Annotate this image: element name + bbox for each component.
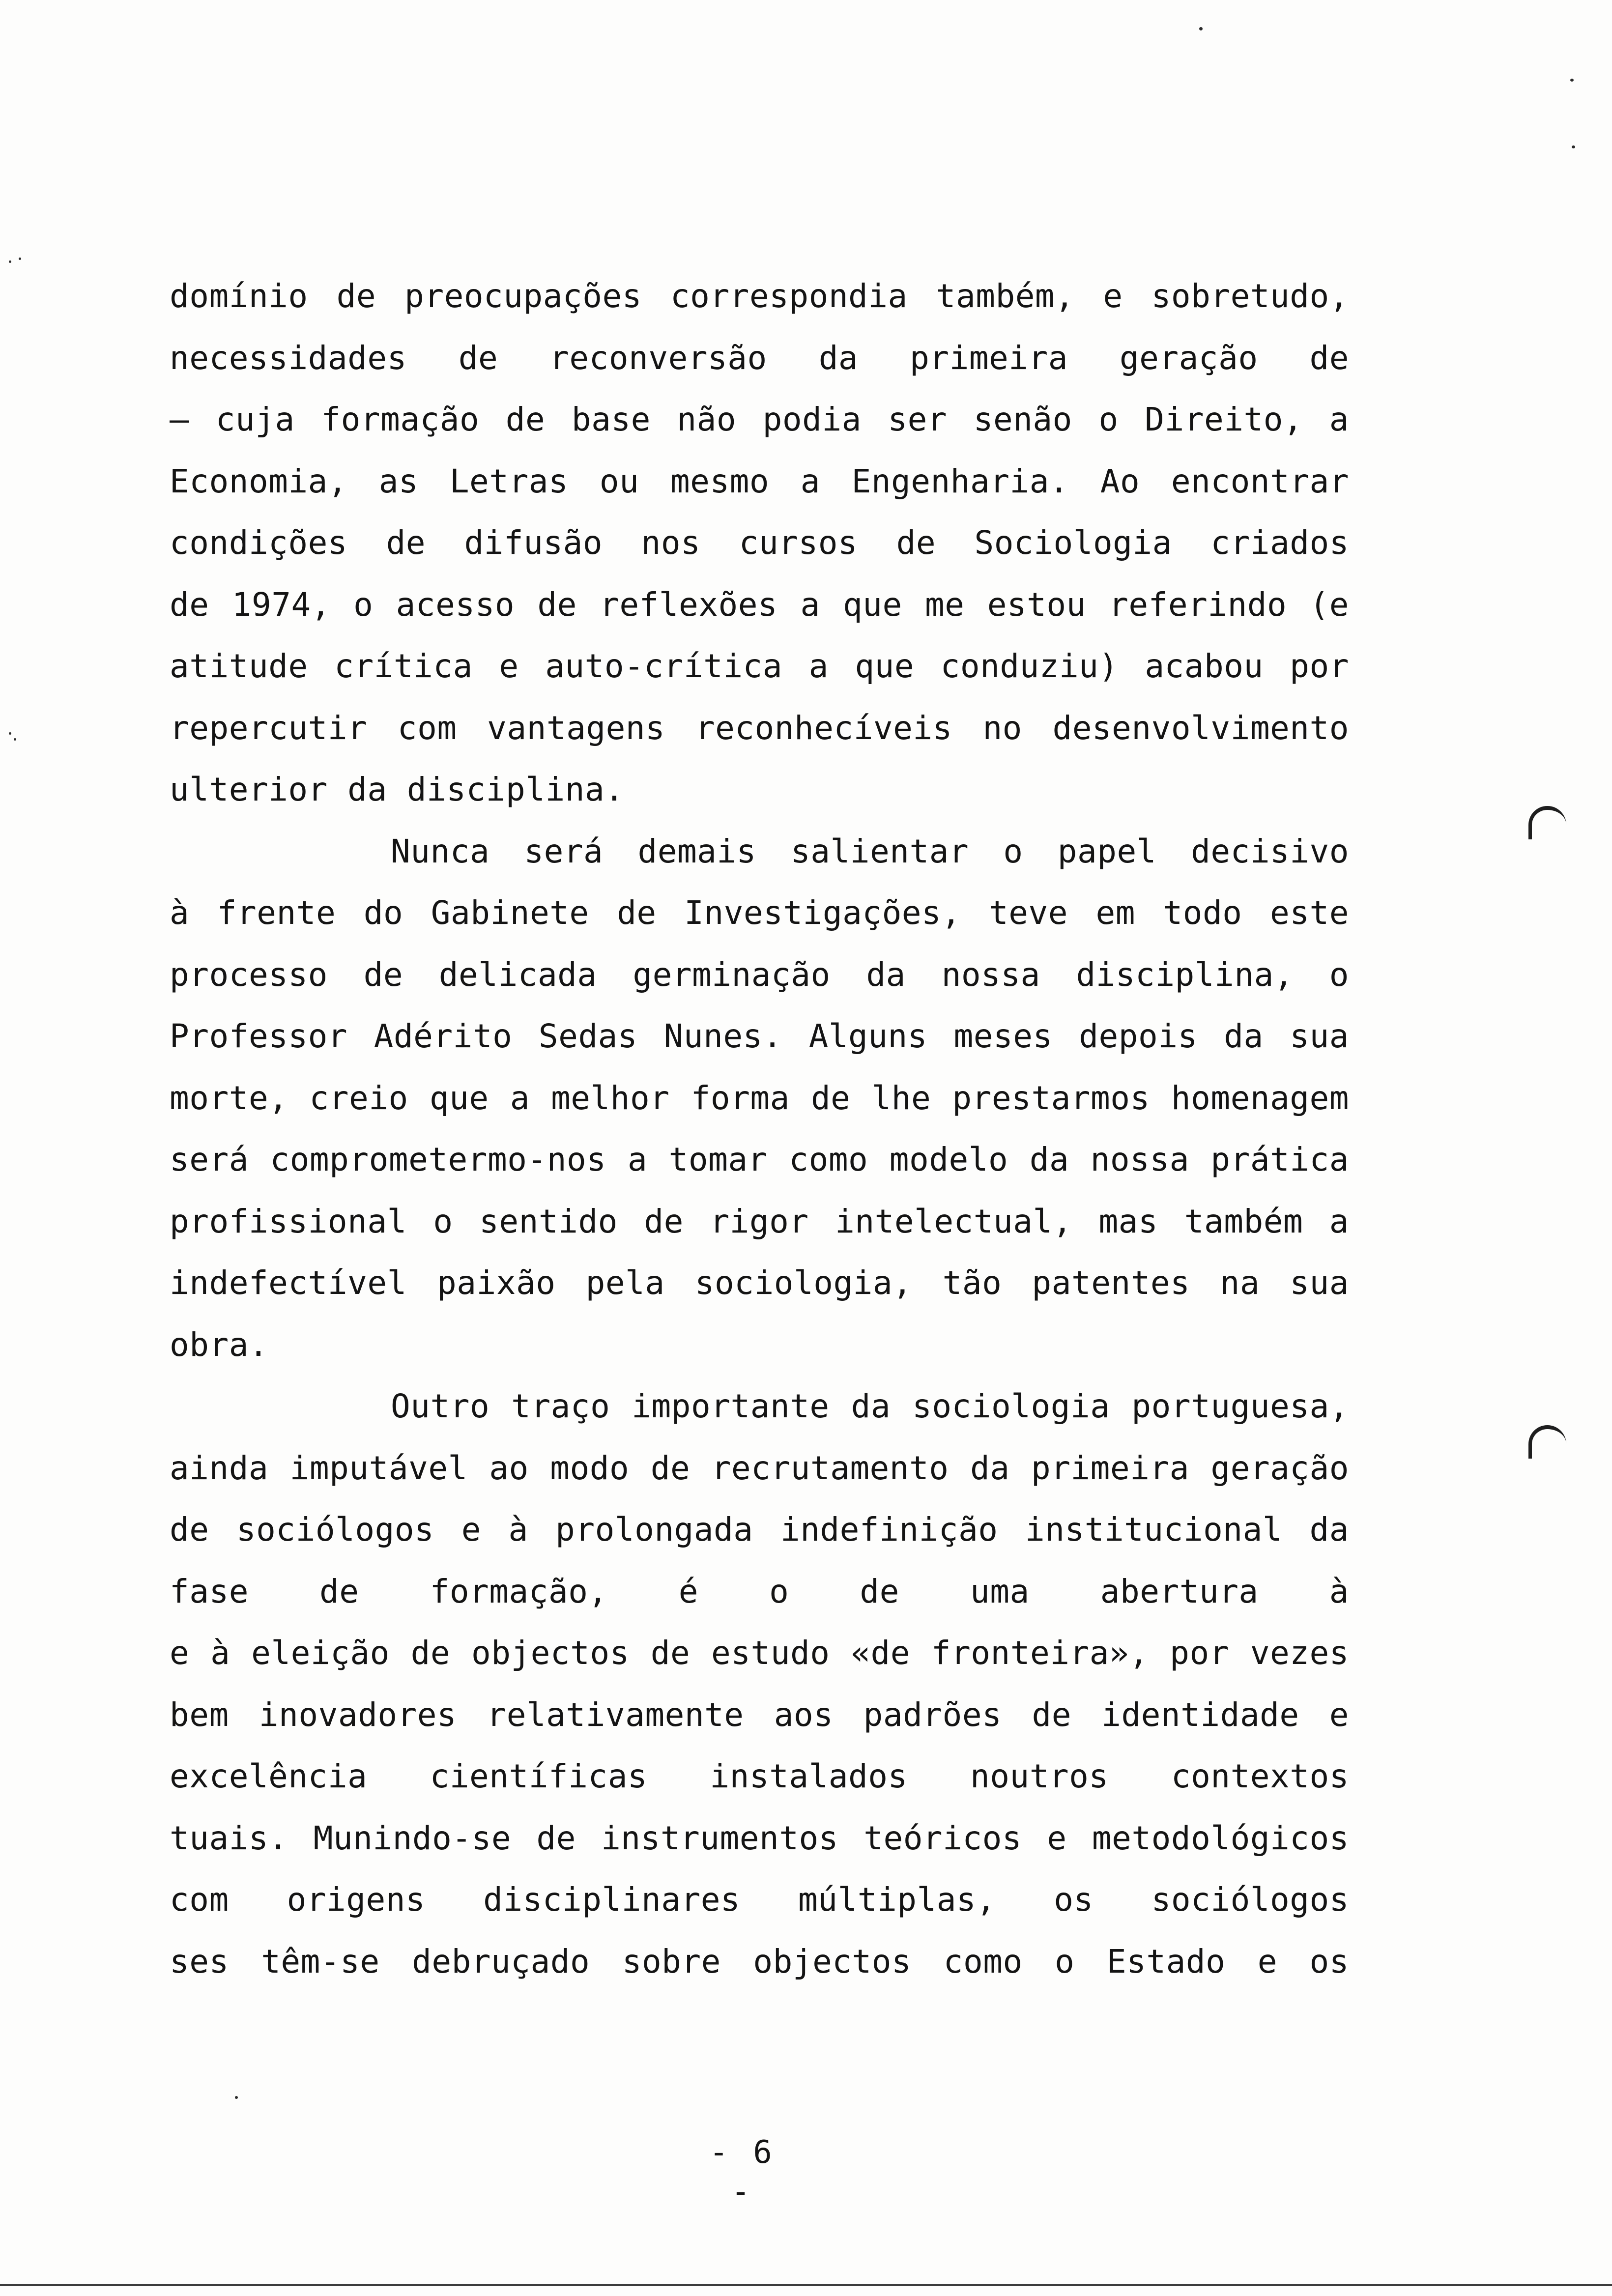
text-line: obra.: [170, 1325, 269, 1364]
text-line: indefectível paixão pela sociologia, tão patentes na sua: [170, 1264, 1349, 1302]
text-line: à frente do Gabinete de Investigações, teve em todo este: [170, 894, 1349, 932]
text-line: repercutir com vantagens reconhecíveis no desenvolvimento: [170, 709, 1349, 747]
paragraph-first-line: Outro traço importante da sociologia portuguesa,: [391, 1387, 1349, 1425]
page-number: - 6 -: [709, 2134, 775, 2210]
text-line: Professor Adérito Sedas Nunes. Alguns meses depois da sua: [170, 1017, 1349, 1055]
text-line: — cuja formação de base não podia ser senão o Direito, a: [170, 401, 1349, 438]
text-line: condições de difusão nos cursos de Sociologia criados: [170, 524, 1349, 562]
text-line: de 1974, o acesso de reflexões a que me estou referindo (e: [170, 585, 1349, 624]
text-line: tuais. Munindo-se de instrumentos teóricos e metodológicos: [170, 1819, 1349, 1857]
text-line: com origens disciplinares múltiplas, os sociólogos: [170, 1881, 1349, 1919]
text-line: domínio de preocupações correspondia também, e sobretudo,: [170, 277, 1349, 315]
text-line: morte, creio que a melhor forma de lhe prestarmos homenagem: [170, 1079, 1349, 1117]
text-line: ses têm-se debruçado sobre objectos como o Estado e os: [170, 1942, 1349, 1980]
scan-speck: [1570, 79, 1574, 82]
binder-hole-mark: [1528, 1425, 1566, 1459]
scan-speck: [14, 738, 16, 741]
scan-speck: [1199, 27, 1203, 30]
text-line: bem inovadores relativamente aos padrões de identidade e: [170, 1695, 1349, 1734]
text-line: Economia, as Letras ou mesmo a Engenharia. Ao encontrar: [170, 462, 1349, 500]
scan-speck: [9, 732, 11, 735]
text-line: fase de formação, é o de uma abertura à: [170, 1572, 1349, 1610]
binder-hole-mark: [1528, 806, 1566, 839]
text-line: e à eleição de objectos de estudo «de fronteira», por vezes: [170, 1634, 1349, 1672]
scan-speck: [235, 2096, 238, 2099]
text-line: processo de delicada germinação da nossa disciplina, o: [170, 955, 1349, 994]
paragraph-first-line: Nunca será demais salientar o papel decisivo: [391, 832, 1349, 870]
text-line: atitude crítica e auto-crítica a que conduziu) acabou por: [170, 647, 1349, 685]
text-line: ulterior da disciplina.: [170, 771, 625, 808]
page-edge-line: [0, 2284, 1612, 2286]
text-line: necessidades de reconversão da primeira geração de: [170, 339, 1349, 377]
text-line: profissional o sentido de rigor intelectual, mas também a: [170, 1202, 1349, 1240]
scan-speck: [1572, 145, 1575, 148]
body-text: [170, 265, 1349, 1992]
scan-speck: [9, 260, 11, 263]
scan-speck: [19, 258, 21, 260]
text-line: de sociólogos e à prolongada indefinição institucional da: [170, 1511, 1349, 1549]
text-line: excelência científicas instalados noutros contextos: [170, 1757, 1349, 1795]
text-line: ainda imputável ao modo de recrutamento da primeira geração: [170, 1449, 1349, 1487]
text-line: será comprometermo-nos a tomar como modelo da nossa prática: [170, 1141, 1349, 1178]
